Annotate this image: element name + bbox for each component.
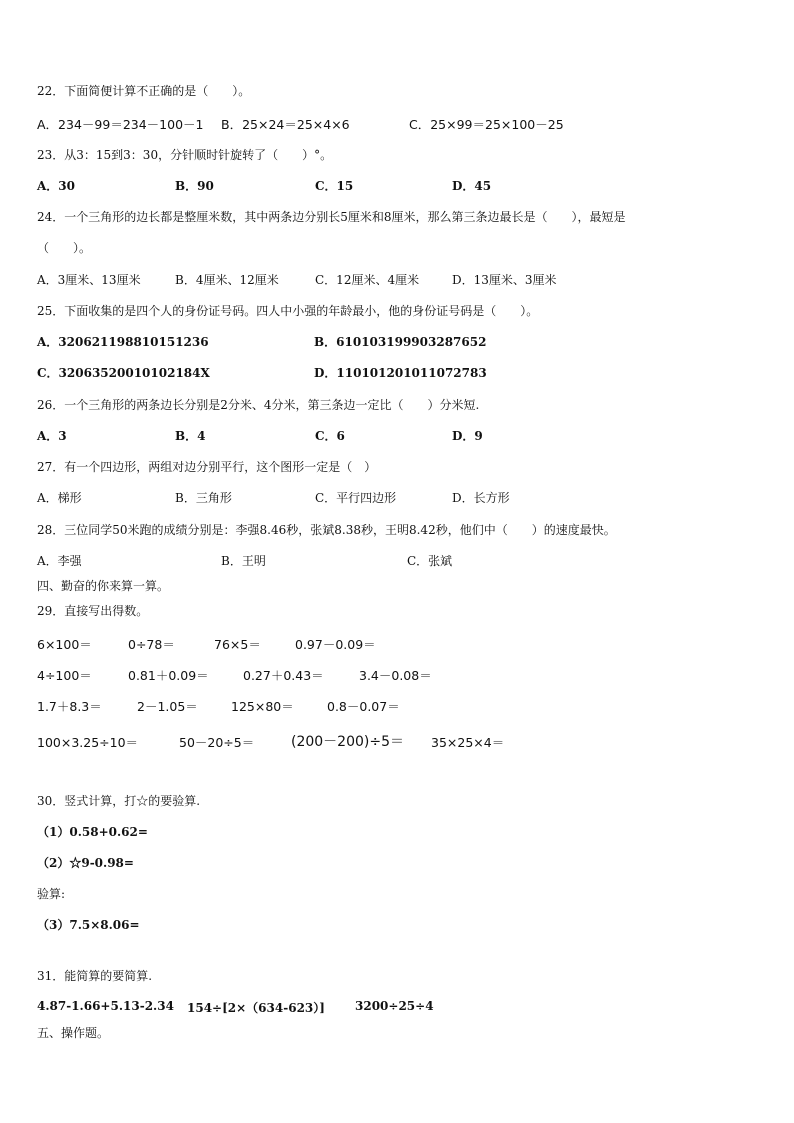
expression: 3.4－0.08＝ (359, 668, 432, 683)
question-23-stem: 23．从3：15到3：30，分针顺时针旋转了（ ）°。 (37, 148, 333, 162)
question-28-stem: 28．三位同学50米跑的成绩分别是：李强8.46秒，张斌8.38秒，王明8.42秒，他们中（ ）的速度最快。 (37, 523, 616, 537)
option-a: A．3厘米、13厘米 (37, 273, 141, 287)
option-b: B．610103199903287652 (314, 335, 487, 349)
expression: 2－1.05＝ (137, 699, 198, 714)
question-29-stem: 29．直接写出得数。 (37, 604, 149, 618)
expression: 0.97－0.09＝ (295, 637, 376, 652)
question-27-stem: 27．有一个四边形，两组对边分别平行，这个图形一定是（ ） (37, 460, 377, 474)
expression: 35×25×4＝ (431, 735, 505, 750)
option-b: B．王明 (221, 554, 266, 568)
expression: 0.81＋0.09＝ (128, 668, 209, 683)
option-d: D．110101201011072783 (314, 366, 487, 380)
option-d: D．9 (452, 429, 483, 443)
option-a: A．3 (37, 429, 67, 443)
option-c: C．张斌 (407, 554, 453, 568)
option-b: B．4 (175, 429, 206, 443)
vertical-calc-item: （2）☆9-0.98= (37, 856, 134, 870)
question-22-stem: 22．下面简便计算不正确的是（ ）。 (37, 84, 251, 98)
section-4-title: 四、勤奋的你来算一算。 (37, 579, 170, 593)
expression: 4÷100＝ (37, 668, 92, 683)
question-30-stem: 30．竖式计算，打☆的要验算. (37, 794, 201, 808)
expression: 3200÷25÷4 (355, 999, 434, 1013)
option-b: B．25×24＝25×4×6 (221, 117, 350, 132)
option-d: D．45 (452, 179, 492, 193)
question-26-stem: 26．一个三角形的两条边长分别是2分米、4分米，第三条边一定比（ ）分米短. (37, 398, 480, 412)
verification-label: 验算: (37, 887, 66, 901)
vertical-calc-item: （3）7.5×8.06= (37, 918, 140, 932)
expression: 1.7＋8.3＝ (37, 699, 102, 714)
option-c: C．32063520010102184X (37, 366, 210, 380)
option-a: A．234－99＝234－100－1 (37, 117, 204, 132)
section-5-title: 五、操作题。 (37, 1026, 110, 1040)
expression: 50－20÷5＝ (179, 735, 255, 750)
expression: 100×3.25÷10＝ (37, 735, 139, 750)
option-c: C．15 (315, 179, 354, 193)
expression: 0÷78＝ (128, 637, 175, 652)
expression: 0.27＋0.43＝ (243, 668, 324, 683)
question-24-stem: 24．一个三角形的边长都是整厘米数，其中两条边分别长5厘米和8厘米，那么第三条边最长是（ ），最短是 (37, 210, 626, 224)
option-d: D．13厘米、3厘米 (452, 273, 557, 287)
option-a: A．320621198810151236 (37, 335, 209, 349)
option-c: C．25×99＝25×100－25 (409, 117, 564, 132)
expression: 154÷[2×（634-623）] (187, 1001, 325, 1015)
expression: (200－200)÷5＝ (291, 734, 405, 750)
option-a: A．李强 (37, 554, 82, 568)
question-31-stem: 31．能简算的要简算. (37, 969, 153, 983)
option-b: B．4厘米、12厘米 (175, 273, 279, 287)
option-a: A．梯形 (37, 491, 82, 505)
expression: 6×100＝ (37, 637, 92, 652)
option-c: C．平行四边形 (315, 491, 397, 505)
option-a: A．30 (37, 179, 76, 193)
expression: 125×80＝ (231, 699, 294, 714)
option-d: D．长方形 (452, 491, 510, 505)
expression: 76×5＝ (214, 637, 261, 652)
expression: 4.87-1.66+5.13-2.34 (37, 999, 174, 1013)
option-c: C．6 (315, 429, 345, 443)
option-c: C．12厘米、4厘米 (315, 273, 420, 287)
question-24-stem-continued: （ ）。 (37, 241, 92, 255)
vertical-calc-item: （1）0.58+0.62= (37, 825, 148, 839)
question-25-stem: 25．下面收集的是四个人的身份证号码。四人中小强的年龄最小，他的身份证号码是（ ）。 (37, 304, 539, 318)
option-b: B．三角形 (175, 491, 232, 505)
option-b: B．90 (175, 179, 214, 193)
expression: 0.8－0.07＝ (327, 699, 400, 714)
